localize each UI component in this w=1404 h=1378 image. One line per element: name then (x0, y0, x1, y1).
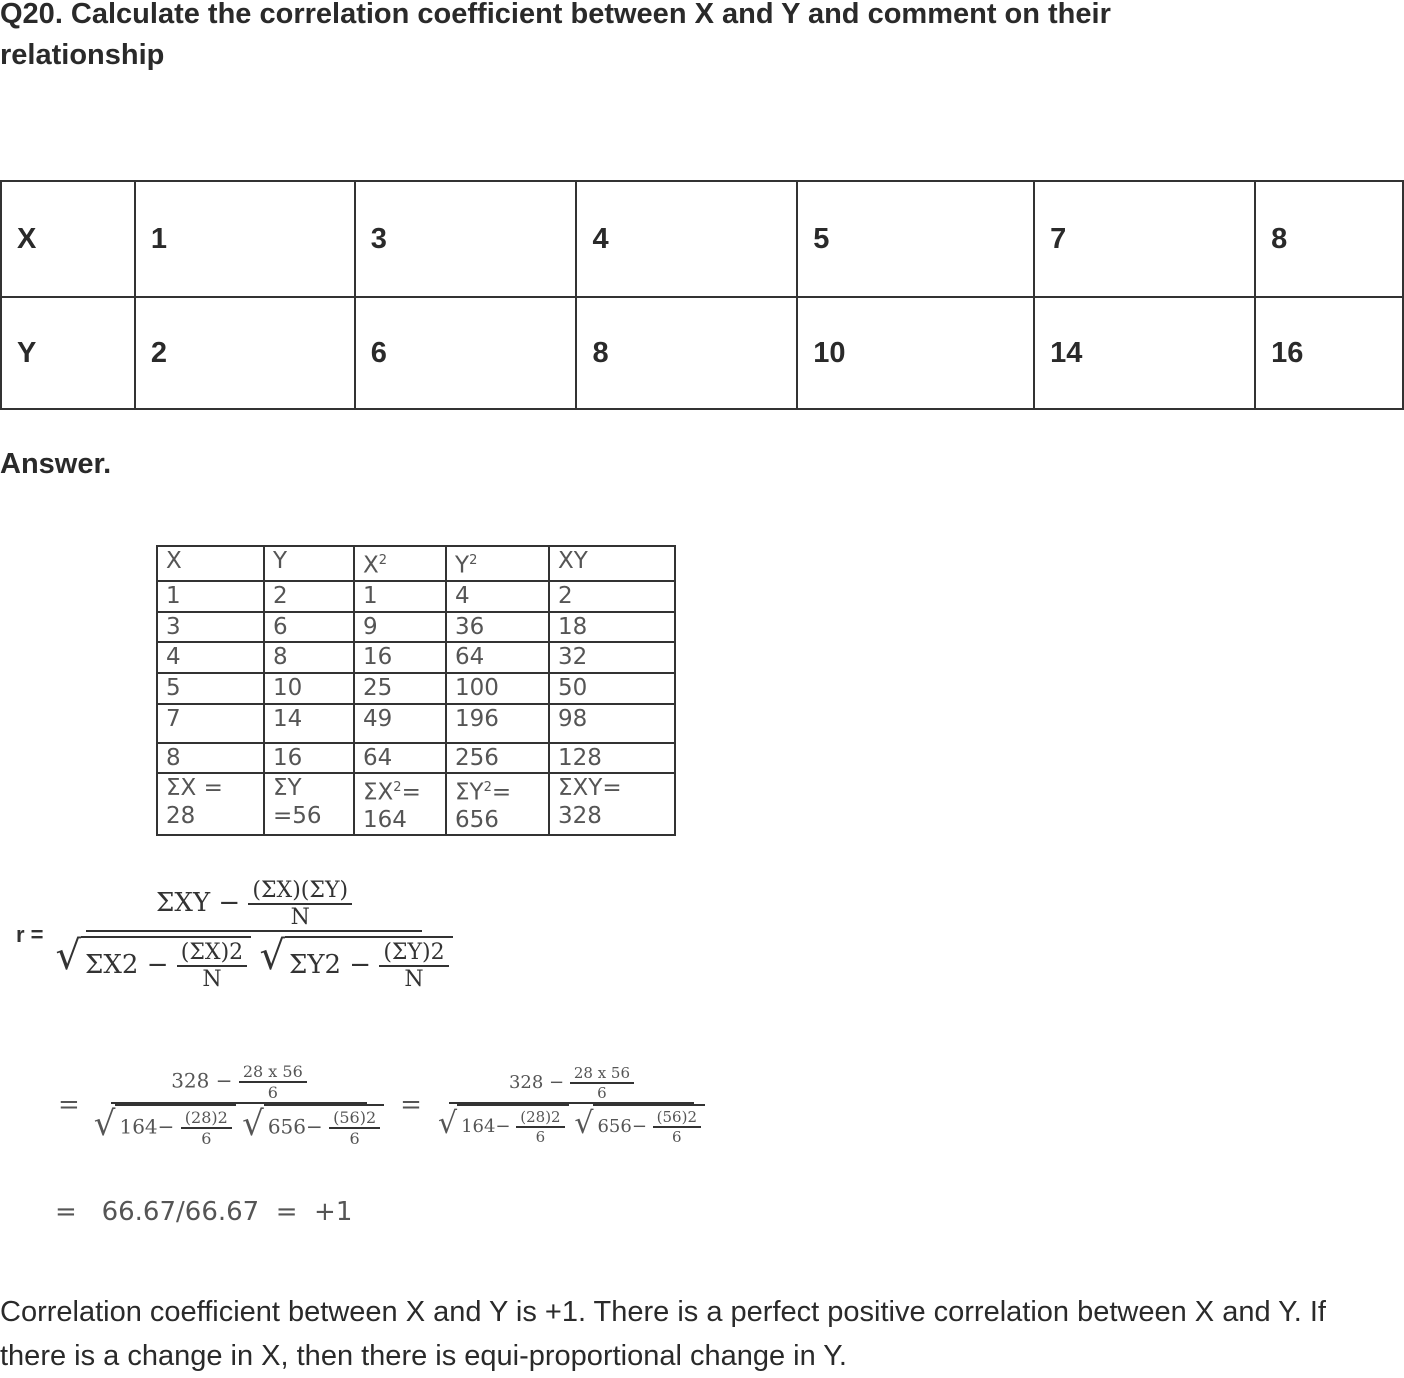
table-cell: 5 (157, 673, 264, 704)
table-row (157, 642, 675, 673)
header-cell: XY (549, 546, 675, 581)
total-cell: ΣY =56 (264, 773, 354, 836)
table-cell: 64 (354, 743, 446, 773)
table-cell: 16 (354, 642, 446, 673)
table-cell: 4 (576, 181, 797, 297)
formula-denominator (52, 932, 457, 992)
table-cell: 256 (446, 743, 549, 773)
table-cell: 4 (157, 642, 264, 673)
table-cell: 8 (576, 297, 797, 409)
table-row (157, 673, 675, 704)
header-cell: Y (264, 546, 354, 581)
row-label: X (1, 181, 135, 297)
table-cell: 6 (264, 612, 354, 642)
table-cell: 2 (264, 581, 354, 612)
question-text: Q20. Calculate the correlation coefficient between X and Y and comment on their relationship (0, 0, 1111, 71)
total-cell: $\Sigma X^2=$ 164 (354, 773, 446, 836)
table-cell: 1 (135, 181, 355, 297)
sqrt-y: √ ΣY2 − $\frac{(\Sigma Y)2}{N}$ (259, 936, 452, 992)
table-cell: 49 (354, 704, 446, 743)
formula-numerator: ΣXY − $\frac{(\Sigma X)(\Sigma Y)}{N}$ (86, 878, 422, 932)
table-cell: 100 (446, 673, 549, 704)
conclusion-text: Correlation coefficient between X and Y is +1. There is a perfect positive correlation between X and Y. If there is a change in X, then there is equi-proportional change in Y. (0, 1296, 1326, 1372)
table-cell: 2 (549, 581, 675, 612)
table-cell: 8 (264, 642, 354, 673)
table-cell: 1 (157, 581, 264, 612)
table-cell: 10 (797, 297, 1034, 409)
table-cell: 1 (354, 581, 446, 612)
table-cell: 10 (264, 673, 354, 704)
table-cell: 7 (157, 704, 264, 743)
substitution-fraction-2: 328 − $\frac{28 x 56}{6}$ √ 164− $\frac{(28)2}{6}$ √ 656− $\frac{(56)2}{6}$ (434, 1064, 709, 1146)
table-cell: 25 (354, 673, 446, 704)
table-row (1, 297, 1403, 409)
table-cell: 14 (264, 704, 354, 743)
table-cell: 3 (355, 181, 577, 297)
correlation-formula (16, 878, 457, 992)
table-row (157, 743, 675, 773)
table-cell: 32 (549, 642, 675, 673)
header-cell: X (157, 546, 264, 581)
result-step: = 66.67/66.67 = +1 (55, 1197, 353, 1227)
table-cell: 2 (135, 297, 355, 409)
formula-fraction (52, 878, 457, 992)
table-cell: 9 (354, 612, 446, 642)
table-cell: 16 (1255, 297, 1403, 409)
table-cell: 8 (157, 743, 264, 773)
table-cell: 7 (1034, 181, 1255, 297)
header-cell: $Y^2$ (446, 546, 549, 581)
substitution-fraction-1: 328 − $\frac{28 x 56}{6}$ √ 164− $\frac{(28)2}{6}$ √ 656− $\frac{(56)2}{6}$ (90, 1062, 388, 1148)
table-row (1, 181, 1403, 297)
total-cell: ΣX = 28 (157, 773, 264, 836)
sqrt-x: √ ΣX2 − $\frac{(\Sigma X)2}{N}$ (56, 936, 252, 992)
table-cell: 36 (446, 612, 549, 642)
table-cell: 16 (264, 743, 354, 773)
table-row (157, 704, 675, 743)
table-cell: 18 (549, 612, 675, 642)
table-cell: 6 (355, 297, 577, 409)
table-cell: 8 (1255, 181, 1403, 297)
table-cell: 4 (446, 581, 549, 612)
formula-lhs: r = (16, 922, 44, 947)
calculation-table (156, 545, 676, 836)
table-cell: 5 (797, 181, 1034, 297)
answer-label: Answer. (0, 448, 112, 480)
table-cell: 14 (1034, 297, 1255, 409)
table-row (157, 612, 675, 642)
substitution-step: = 328 − $\frac{28 x 56}{6}$ √ 164− $\frac{(28)2}{6}$ √ 656− $\frac{(56)2}{6}$ = 328 − $\frac{28 x 56}{6}$ √ 164− $\frac{(28)2}{6}$ √ 656− $\frac{(56)2}{6}$ (58, 1062, 709, 1148)
table-cell: 196 (446, 704, 549, 743)
row-label: Y (1, 297, 135, 409)
numerator-subfraction: $\frac{(\Sigma X)(\Sigma Y)}{N}$ (248, 878, 352, 930)
total-cell: $\Sigma Y^2=$ 656 (446, 773, 549, 836)
table-row (157, 581, 675, 612)
table-cell: 128 (549, 743, 675, 773)
data-table (0, 180, 1404, 410)
totals-row (157, 773, 675, 836)
table-cell: 3 (157, 612, 264, 642)
table-cell: 50 (549, 673, 675, 704)
header-cell: $X^2$ (354, 546, 446, 581)
table-cell: 98 (549, 704, 675, 743)
table-cell: 64 (446, 642, 549, 673)
total-cell: ΣXY= 328 (549, 773, 675, 836)
table-header-row (157, 546, 675, 581)
